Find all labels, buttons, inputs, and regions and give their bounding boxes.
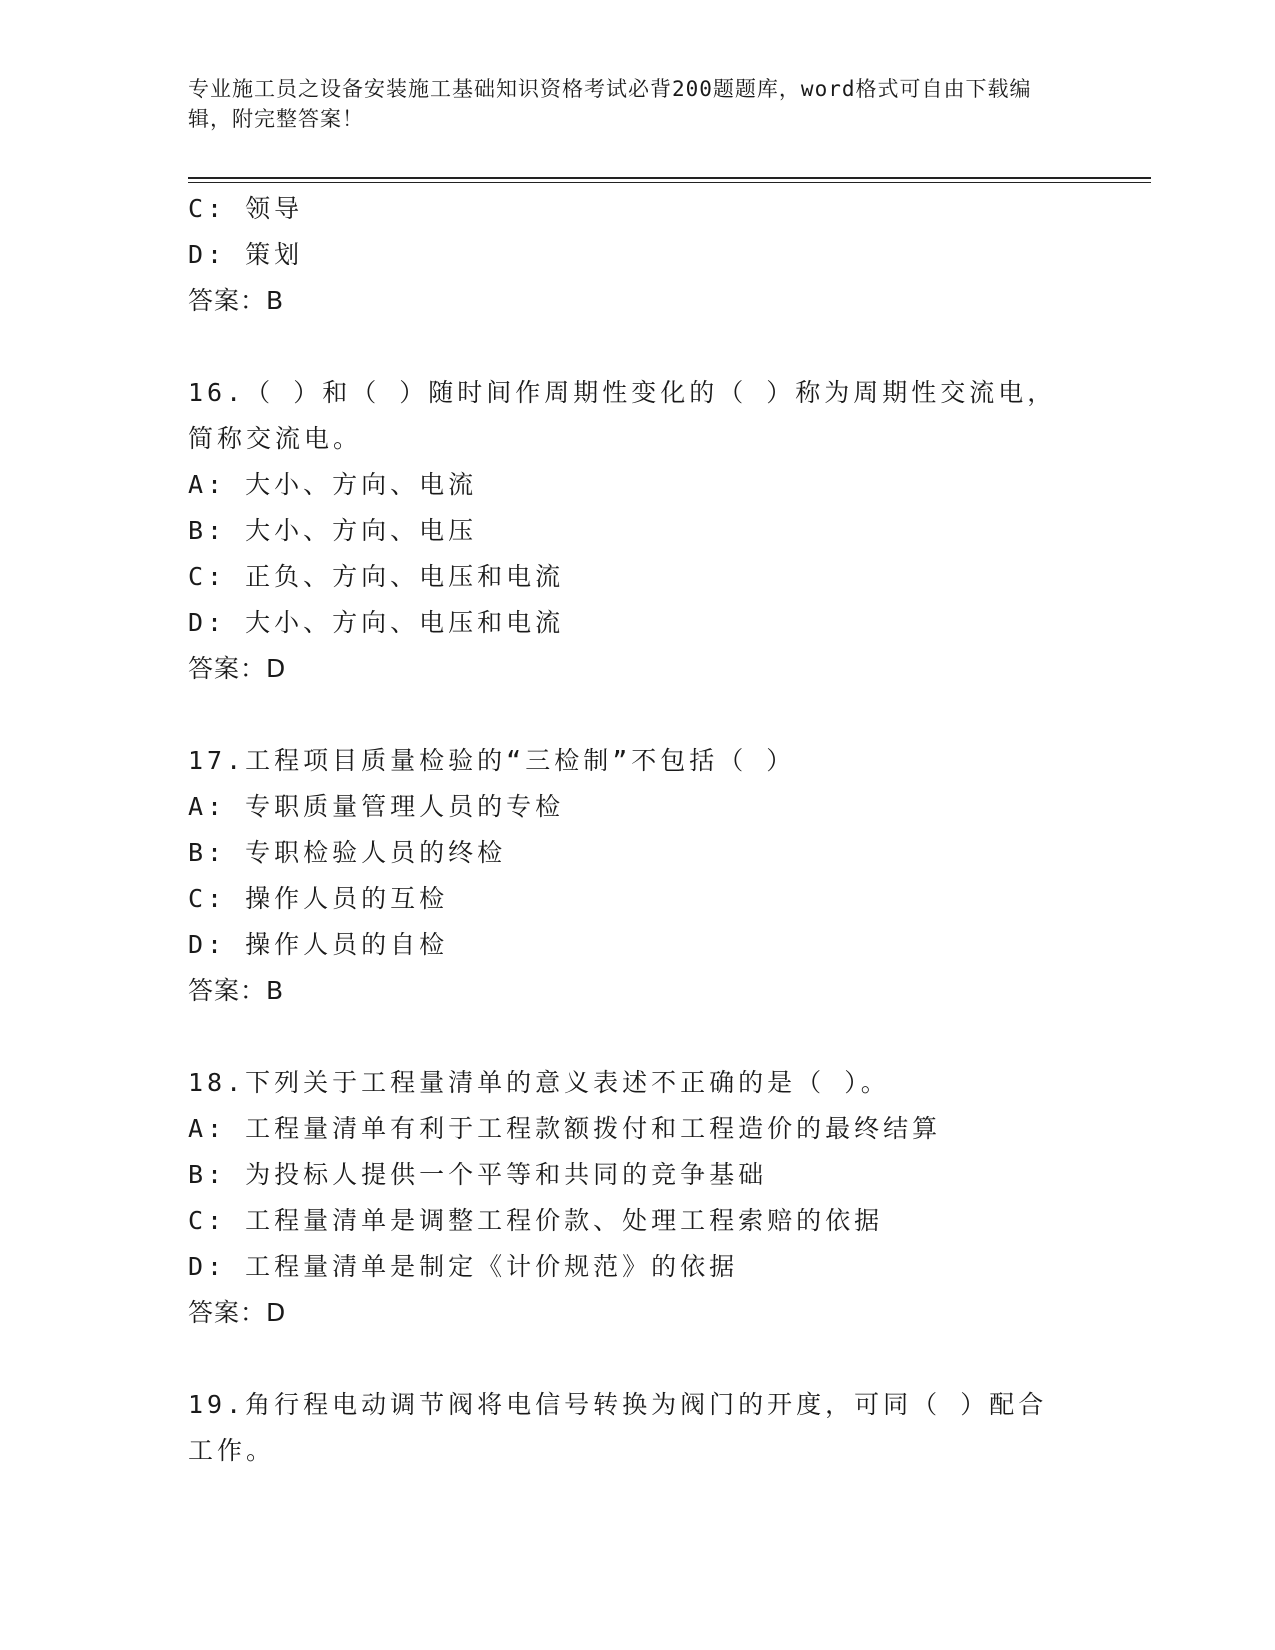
option-text: 操作人员的自检 [245,930,449,959]
question-15-continuation [188,186,1068,324]
option-text: 工程量清单是调整工程价款、处理工程索赔的依据 [245,1206,884,1235]
option-item [188,922,1068,968]
option-item [188,554,1068,600]
option-text: 大小、方向、电压 [245,516,478,545]
answer-line: 答案：D [188,654,287,683]
option-label: B: [188,1160,227,1189]
question-content [188,186,1068,1474]
option-label: A: [188,470,227,499]
option-text: 大小、方向、电流 [245,470,478,499]
option-label: D: [188,240,227,269]
option-text: 专职检验人员的终检 [245,838,507,867]
option-item [188,1244,1068,1290]
option-label: C: [188,194,227,223]
option-item [188,600,1068,646]
option-item [188,1106,1068,1152]
option-label: A: [188,1114,227,1143]
document-header: 专业施工员之设备安装施工基础知识资格考试必背200题题库，word格式可自由下载编辑，附完整答案！ [188,77,1032,131]
option-text: 专职质量管理人员的专检 [245,792,565,821]
question-text: 17.工程项目质量检验的“三检制”不包括（ ） [188,746,796,775]
option-text: 大小、方向、电压和电流 [245,608,565,637]
option-label: D: [188,1252,227,1281]
question-text: 18.下列关于工程量清单的意义表述不正确的是（ ）。 [188,1068,890,1097]
option-label: B: [188,516,227,545]
option-text: 工程量清单是制定《计价规范》的依据 [245,1252,739,1281]
spacer [188,1014,1068,1060]
option-item [188,462,1068,508]
option-label: C: [188,884,227,913]
option-text: 策划 [245,240,304,269]
option-item [188,508,1068,554]
header-rule-thin [188,182,1151,183]
question-19 [188,1382,1068,1474]
option-label: A: [188,792,227,821]
option-label: C: [188,1206,227,1235]
answer-line: 答案：B [188,286,285,315]
option-item [188,186,1068,232]
answer-line: 答案：B [188,976,285,1005]
question-16 [188,370,1068,692]
option-label: C: [188,562,227,591]
option-item [188,830,1068,876]
option-item [188,1198,1068,1244]
header-rule-thick [188,177,1151,179]
spacer [188,1336,1068,1382]
question-18 [188,1060,1068,1336]
option-label: B: [188,838,227,867]
option-item [188,876,1068,922]
option-text: 操作人员的互检 [245,884,449,913]
option-label: D: [188,608,227,637]
spacer [188,692,1068,738]
option-item [188,232,1068,278]
option-text: 领导 [245,194,304,223]
option-item [188,1152,1068,1198]
option-label: D: [188,930,227,959]
option-text: 为投标人提供一个平等和共同的竞争基础 [245,1160,768,1189]
question-text: 19.角行程电动调节阀将电信号转换为阀门的开度，可同（ ）配合工作。 [188,1390,1048,1465]
spacer [188,324,1068,370]
option-item [188,784,1068,830]
question-text: 16.（ ）和（ ）随时间作周期性变化的（ ）称为周期性交流电，简称交流电。 [188,378,1057,453]
option-text: 工程量清单有利于工程款额拨付和工程造价的最终结算 [245,1114,942,1143]
answer-line: 答案：D [188,1298,287,1327]
option-text: 正负、方向、电压和电流 [245,562,565,591]
question-17 [188,738,1068,1014]
